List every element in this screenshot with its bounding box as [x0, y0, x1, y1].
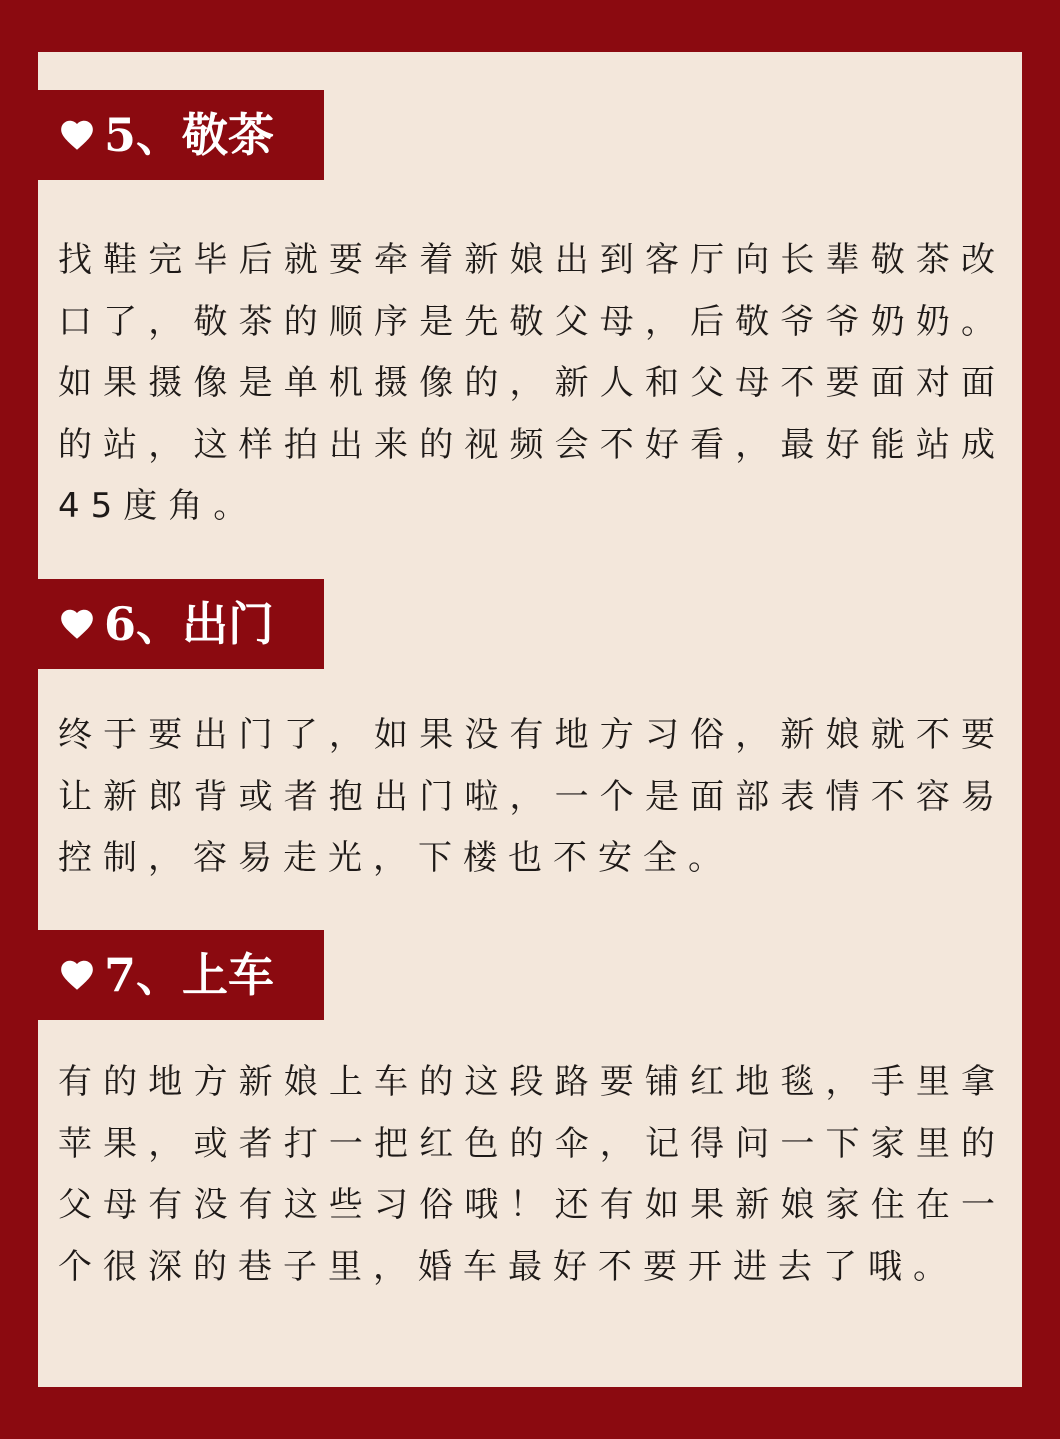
heart-icon	[58, 605, 96, 643]
content-card	[38, 52, 1022, 1387]
section-header-6	[38, 579, 324, 669]
section-body: 找鞋完毕后就要牵着新娘出到客厅向长辈敬茶改口了，敬茶的顺序是先敬父母，后敬爷爷奶奶。如果摄像是单机摄像的，新人和父母不要面对面的站，这样拍出来的视频会不好看，最好能站成45度角。	[58, 240, 1006, 526]
section-header-5	[38, 90, 324, 180]
section-title: 6、出门	[104, 597, 275, 651]
section-title: 7、上车	[104, 948, 275, 1002]
heart-icon	[58, 116, 96, 154]
section-header-7	[38, 930, 324, 1020]
heart-icon	[58, 956, 96, 994]
section-body: 终于要出门了，如果没有地方习俗，新娘就不要让新郎背或者抱出门啦，一个是面部表情不容易控制，容易走光，下楼也不安全。	[58, 715, 1006, 878]
section-title: 5、敬茶	[104, 108, 275, 162]
section-body: 有的地方新娘上车的这段路要铺红地毯，手里拿苹果，或者打一把红色的伞，记得问一下家里的父母有没有这些习俗哦！还有如果新娘家住在一个很深的巷子里，婚车最好不要开进去了哦。	[58, 1062, 1006, 1287]
